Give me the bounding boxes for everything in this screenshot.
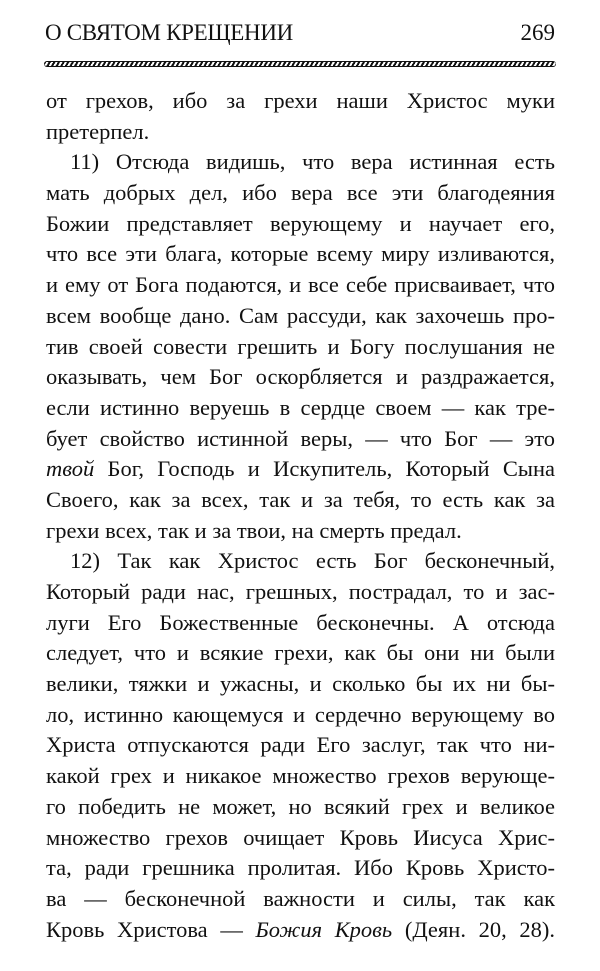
text-line: [46, 730, 555, 761]
text-run: Божии представляет верующему и научает его,: [46, 210, 555, 236]
text-line: [46, 823, 555, 854]
text-run: оказывать, чем Бог оскорбляется и раздражается,: [46, 364, 555, 390]
text-line: [46, 792, 555, 823]
text-run: ло, истинно кающемуся и сердечно верующему во: [46, 701, 555, 727]
text-run: претерпел.: [46, 118, 150, 144]
text-run: мать добрых дел, ибо вера все эти благодеяния: [46, 180, 555, 206]
text-run: бует свойство истинной веры, — что Бог — это: [46, 425, 555, 451]
text-line: [46, 700, 555, 731]
text-run: та, ради грешника пролитая. Ибо Кровь Христо-: [46, 855, 555, 881]
page-number: 269: [520, 20, 555, 45]
text-run: Своего, как за всех, так и за тебя, то есть как за: [46, 486, 555, 512]
text-run: (Деян. 20, 28).: [392, 916, 555, 942]
text-line: [46, 332, 555, 363]
text-line: [46, 86, 555, 117]
text-line: [46, 546, 555, 577]
italic-text: Божия Кровь: [255, 916, 393, 942]
ornamental-rule: [44, 61, 556, 67]
text-run: какой грех и никакое множество грехов верующе-: [46, 763, 555, 789]
text-line: [46, 638, 555, 669]
text-line: [46, 362, 555, 393]
text-line: [46, 209, 555, 240]
text-line: [46, 884, 555, 915]
text-run: луги Его Божественные бесконечны. А отсюда: [46, 609, 555, 635]
text-line: [46, 301, 555, 332]
text-run: грехи всех, так и за твои, на смерть предал.: [46, 517, 462, 543]
text-run: Бог, Господь и Искупитель, Который Сына: [94, 456, 555, 482]
text-run: от грехов, ибо за грехи наши Христос муки: [46, 88, 555, 113]
text-run: ва — бесконечной важности и силы, так как: [46, 885, 555, 911]
text-run: тив своей совести грешить и Богу послушания не: [46, 333, 555, 359]
chapter-title: О СВЯТОМ КРЕЩЕНИИ: [45, 20, 293, 45]
text-line: [46, 853, 555, 884]
text-line: [46, 147, 555, 178]
text-line: [46, 424, 555, 455]
text-run: го победить не может, но всякий грех и великое: [46, 793, 555, 819]
text-run: и ему от Бога подаются, и все себе присваивает, что: [46, 272, 555, 298]
text-line: [46, 117, 555, 148]
text-run: следует, что и всякие грехи, как бы они ни были: [46, 640, 555, 666]
text-line: [46, 915, 555, 946]
text-run: Который ради нас, грешных, пострадал, то и зас-: [46, 579, 555, 604]
italic-text: твой: [46, 456, 95, 482]
text-line: [46, 577, 555, 608]
text-line: [46, 669, 555, 700]
text-line: [46, 393, 555, 424]
text-line: [46, 454, 555, 485]
text-line: [46, 516, 555, 547]
text-run: если истинно веруешь в сердце своем — как тре-: [46, 394, 555, 420]
text-line: [46, 239, 555, 270]
text-run: Кровь Христова —: [46, 916, 256, 942]
text-run: Христа отпускаются ради Его заслуг, так что ни-: [46, 732, 555, 758]
text-line: [46, 761, 555, 792]
text-run: что все эти блага, которые всему миру изливаются,: [46, 241, 555, 267]
text-line: [46, 608, 555, 639]
text-run: множество грехов очищает Кровь Иисуса Хрис-: [46, 824, 555, 850]
text-run: всем вообще дано. Сам рассуди, как захочешь про-: [46, 302, 555, 328]
text-line: [46, 270, 555, 301]
text-run: 12) Так как Христос есть Бог бесконечный,: [70, 548, 555, 574]
text-run: велики, тяжки и ужасны, и сколько бы их ни бы-: [46, 671, 555, 697]
text-line: [46, 485, 555, 516]
text-run: 11) Отсюда видишь, что вера истинная есть: [70, 149, 555, 175]
body-text: [46, 86, 555, 945]
text-line: [46, 178, 555, 209]
running-header: [45, 20, 555, 52]
